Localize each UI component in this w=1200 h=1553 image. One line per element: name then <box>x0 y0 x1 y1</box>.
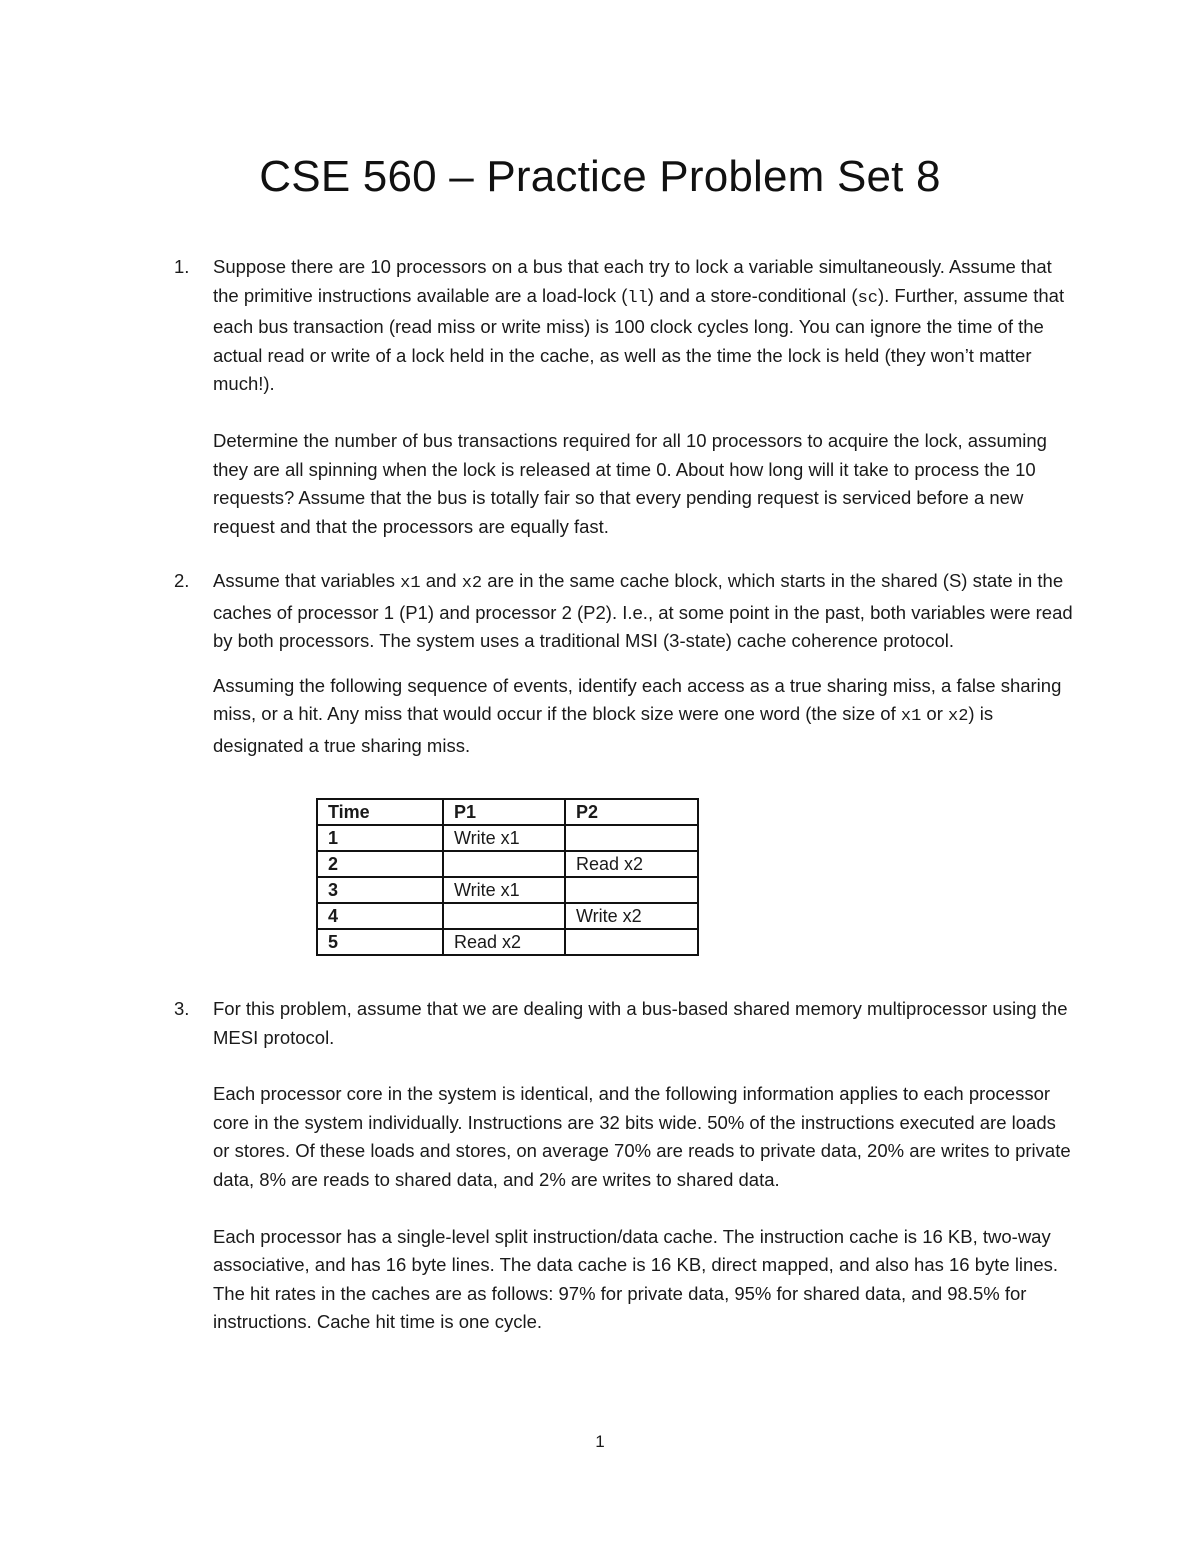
access-sequence-table <box>316 798 699 956</box>
page-title: CSE 560 – Practice Problem Set 8 <box>259 152 941 201</box>
table-row <box>317 929 698 955</box>
table-header-row <box>317 799 698 825</box>
problem-1 <box>174 253 1074 541</box>
problem-number: 3. <box>174 998 190 1019</box>
table-row <box>317 877 698 903</box>
problem-2-paragraph-b: Assuming the following sequence of events, identify each access as a true sharing miss, a false sharing miss, or a hit. Any miss that would occur if the block size were one word (the size of x1 or x2) is designated a true sharing miss. <box>213 674 1062 756</box>
table-cell: Write x1 <box>443 825 565 851</box>
table-cell <box>443 903 565 929</box>
problem-3-paragraph-c: Each processor has a single-level split instruction/data cache. The instruction cache is 16 KB, two-way associative, and has 16 byte lines. The data cache is 16 KB, direct mapped, and also has 16 byte lines. The hit rates in the caches are as follows: 97% for private data, 95% for shared data, and 98.5% for instructions. Cache hit time is one cycle. <box>213 1225 1059 1333</box>
table-cell: Read x2 <box>443 929 565 955</box>
problem-3-paragraph-a: For this problem, assume that we are dealing with a bus-based shared memory multiprocessor using the MESI protocol. <box>213 998 1068 1048</box>
problem-3 <box>174 995 1074 1337</box>
table-cell: 4 <box>317 903 443 929</box>
problem-3-paragraph-b: Each processor core in the system is identical, and the following information applies to each processor core in the system individually. Instructions are 32 bits wide. 50% of the instructions executed are loads or stores. Of these loads and stores, on average 70% are reads to private data, 20% are writes to private data, 8% are reads to shared data, and 2% are writes to shared data. <box>213 1083 1071 1190</box>
problem-number: 2. <box>174 570 190 591</box>
table-cell: Read x2 <box>565 851 698 877</box>
table-cell: 5 <box>317 929 443 955</box>
table-cell <box>565 825 698 851</box>
table-cell: 3 <box>317 877 443 903</box>
problem-2-paragraph-a: Assume that variables x1 and x2 are in the same cache block, which starts in the shared (S) state in the caches of processor 1 (P1) and processor 2 (P2). I.e., at some point in the past, both variables were read by both processors. The system uses a traditional MSI (3-state) cache coherence protocol. <box>213 570 1073 652</box>
table-cell: Write x2 <box>565 903 698 929</box>
table-cell: 2 <box>317 851 443 877</box>
column-header: P2 <box>565 799 698 825</box>
problem-1-paragraph-a: Suppose there are 10 processors on a bus that each try to lock a variable simultaneously. Assume that the primitive instructions available are a load-lock (ll) and a store-conditional (sc). Further, assume that each bus transaction (read miss or write miss) is 100 clock cycles long. You can ignore the time of the actual read or write of a lock held in the cache, as well as the time the lock is held (they won’t matter much!). <box>213 256 1065 395</box>
table-cell <box>443 851 565 877</box>
table-cell <box>565 877 698 903</box>
table-row <box>317 903 698 929</box>
column-header: Time <box>317 799 443 825</box>
table-cell: Write x1 <box>443 877 565 903</box>
table-cell: 1 <box>317 825 443 851</box>
table-cell <box>565 929 698 955</box>
problem-number: 1. <box>174 256 190 277</box>
problem-2 <box>174 567 1074 761</box>
page-number: 1 <box>595 1432 605 1451</box>
table-row <box>317 851 698 877</box>
column-header: P1 <box>443 799 565 825</box>
table-row <box>317 825 698 851</box>
problem-1-paragraph-b: Determine the number of bus transactions required for all 10 processors to acquire the lock, assuming they are all spinning when the lock is released at time 0. About how long will it take to process the 10 requests? Assume that the bus is totally fair so that every pending request is serviced before a new request and that the processors are equally fast. <box>213 429 1047 537</box>
